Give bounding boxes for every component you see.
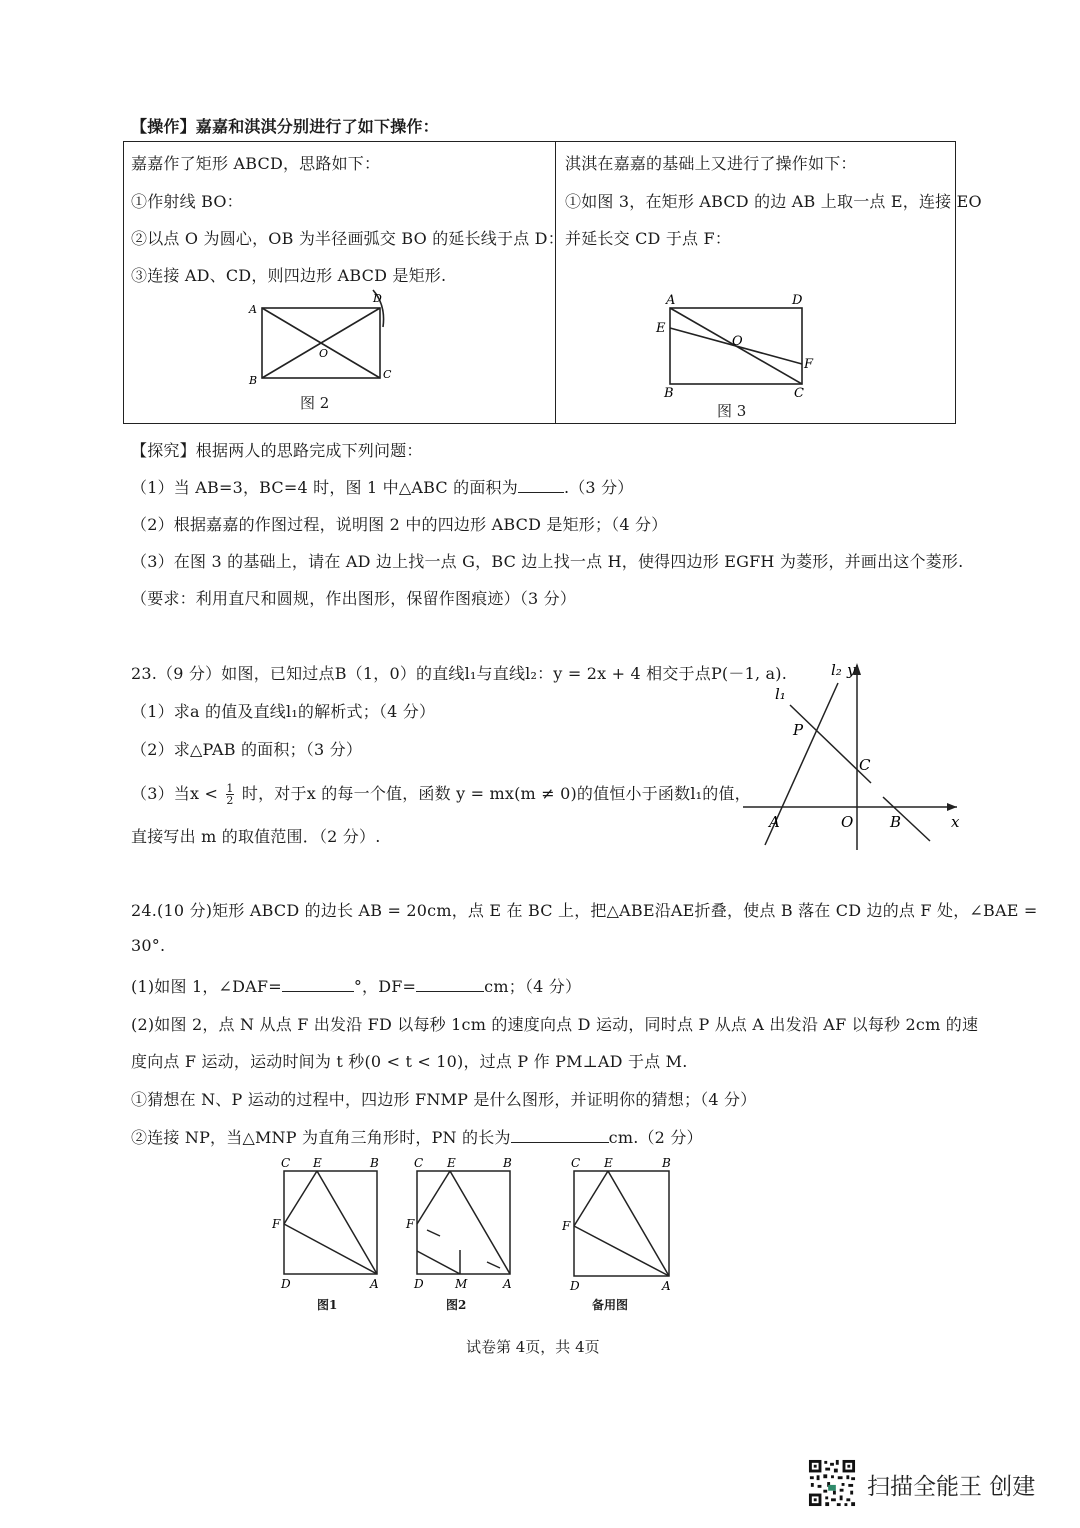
figure-3-caption: 图 3 <box>717 402 747 420</box>
right-intro: 淇淇在嘉嘉的基础上又进行了操作如下： <box>565 154 857 173</box>
right-step-1: ①如图 3，在矩形 ABCD 的边 AB 上取一点 E，连接 EO <box>565 192 982 211</box>
q24-figure-2 <box>405 1154 520 1314</box>
fig3-label-c: C <box>794 386 804 400</box>
fig2-label-c: C <box>383 368 392 381</box>
fig3-label-a: A <box>666 293 676 308</box>
fig3b-label-a: A <box>662 1279 671 1293</box>
explore-q3-requirement: （要求：利用直尺和圆规，作出图形，保留作图痕迹）（3 分） <box>131 589 577 608</box>
label-y-axis: y <box>847 661 856 679</box>
answer-blank-angle[interactable] <box>282 977 354 992</box>
fraction <box>226 783 233 806</box>
fig1-label-f: F <box>272 1217 281 1231</box>
figure-3 <box>640 285 830 400</box>
fig2b-label-e: E <box>447 1156 456 1170</box>
q24-part-4-b: cm.（2 分） <box>608 1128 703 1147</box>
answer-blank-q1[interactable] <box>518 478 564 493</box>
q24-stem-2: 30°. <box>131 936 166 955</box>
explore-q1-text: （1）当 AB=3，BC=4 时，图 1 中△ABC 的面积为 <box>131 478 518 497</box>
q24-part-4 <box>131 1125 703 1148</box>
label-b: B <box>890 813 902 831</box>
q24-part-1 <box>131 974 581 997</box>
fig2b-label-m: M <box>455 1277 468 1291</box>
fig2-label-o: O <box>319 347 329 360</box>
fig2-label-d: D <box>373 292 382 305</box>
fig2b-label-f: F <box>406 1217 415 1231</box>
q23-part-3-b: 时，对于x 的每一个值，函数 y = mx(m ≠ 0)的值恒小于函数l₁的值， <box>241 784 751 803</box>
fig1-label-b: B <box>370 1156 379 1170</box>
fig3-label-e: E <box>656 321 666 336</box>
q23-part-1: （1）求a 的值及直线l₁的解析式；（4 分） <box>131 702 436 721</box>
fig3-label-d: D <box>792 293 803 308</box>
label-l2: l₂ <box>831 661 842 679</box>
q24-part-2: (2)如图 2，点 N 从点 F 出发沿 FD 以每秒 1cm 的速度向点 D 运动，同时点 P 从点 A 出发沿 AF 以每秒 2cm 的速 <box>131 1015 979 1034</box>
q23-part-4: 直接写出 m 的取值范围．（2 分）. <box>131 827 381 846</box>
fig1-label-c: C <box>281 1156 291 1170</box>
fig3b-label-c: C <box>571 1156 581 1170</box>
q23-part-3 <box>131 781 751 806</box>
right-step-2: 并延长交 CD 于点 F： <box>565 229 732 248</box>
label-p: P <box>793 721 804 739</box>
fig3b-label-d: D <box>570 1279 580 1293</box>
label-c: C <box>859 756 871 774</box>
q24-part-3: ①猜想在 N、P 运动的过程中，四边形 FNMP 是什么图形，并证明你的猜想；（4 分） <box>131 1090 757 1109</box>
label-a: A <box>769 813 780 831</box>
q24-part-1-a: (1)如图 1，∠DAF= <box>131 977 282 996</box>
explore-q1-score: .（3 分） <box>563 478 634 497</box>
explore-heading: 【探究】根据两人的思路完成下列问题： <box>131 441 423 460</box>
left-step-3: ③连接 AD、CD，则四边形 ABCD 是矩形. <box>131 266 447 285</box>
fig1-label-e: E <box>313 1156 322 1170</box>
label-x-axis: x <box>951 813 960 831</box>
q24-figure-2-caption: 图2 <box>446 1298 467 1312</box>
table-divider <box>555 141 556 424</box>
fig3-label-b: B <box>664 386 674 400</box>
q24-figure-1 <box>272 1154 387 1314</box>
answer-blank-df[interactable] <box>416 977 484 992</box>
q24-part-1-c: cm；（4 分） <box>484 977 582 996</box>
scanner-watermark: 扫描全能王 创建 <box>867 1474 1036 1500</box>
left-step-1: ①作射线 BO： <box>131 192 243 211</box>
q24-stem: 24.(10 分)矩形 ABCD 的边长 AB = 20cm，点 E 在 BC 上，把△ABE沿AE折叠，使点 B 落在 CD 边的点 F 处，∠BAE = <box>131 901 1038 920</box>
fig2b-label-d: D <box>414 1277 424 1291</box>
fig2b-label-b: B <box>503 1156 512 1170</box>
explore-q3: （3）在图 3 的基础上，请在 AD 边上找一点 G，BC 边上找一点 H，使得四边形 EGFH 为菱形，并画出这个菱形. <box>131 552 964 571</box>
fig2-label-b: B <box>249 374 258 387</box>
q23-part-2: （2）求△PAB 的面积；（3 分） <box>131 740 363 759</box>
q23-coordinate-graph <box>735 655 970 850</box>
figure-2-caption: 图 2 <box>300 394 330 412</box>
page-number: 试卷第 4页，共 4页 <box>466 1338 600 1356</box>
left-step-2: ②以点 O 为圆心，OB 为半径画弧交 BO 的延长线于点 D： <box>131 229 564 248</box>
explore-q1 <box>131 475 634 498</box>
figure-2 <box>240 285 410 395</box>
explore-q2: （2）根据嘉嘉的作图过程，说明图 2 中的四边形 ABCD 是矩形；（4 分） <box>131 515 668 534</box>
fig3b-label-b: B <box>662 1156 671 1170</box>
fraction-numerator: 1 <box>226 782 234 795</box>
q24-figure-backup-caption: 备用图 <box>592 1298 629 1312</box>
answer-blank-pn[interactable] <box>511 1128 609 1143</box>
fraction-denominator: 2 <box>226 794 234 807</box>
fig2-label-a: A <box>249 303 257 316</box>
label-o: O <box>841 813 854 831</box>
q24-part-2b: 度向点 F 运动，运动时间为 t 秒(0 < t < 10)，过点 P 作 PM⊥AD 于点 M. <box>131 1052 688 1071</box>
left-intro: 嘉嘉作了矩形 ABCD，思路如下： <box>131 154 381 173</box>
label-l1: l₁ <box>775 685 786 703</box>
fig3-label-f: F <box>804 357 814 372</box>
fig1-label-a: A <box>370 1277 379 1291</box>
fig3b-label-f: F <box>562 1219 571 1233</box>
operation-heading: 【操作】嘉嘉和淇淇分别进行了如下操作： <box>131 117 439 136</box>
fig2b-label-a: A <box>503 1277 512 1291</box>
q23-part-3-a: （3）当x < <box>131 784 219 803</box>
fig3b-label-e: E <box>604 1156 613 1170</box>
fig2b-label-c: C <box>414 1156 424 1170</box>
qr-code-icon <box>808 1459 856 1507</box>
q24-figure-backup <box>562 1154 677 1314</box>
q24-figure-1-caption: 图1 <box>317 1298 338 1312</box>
fig3-label-o: O <box>732 334 743 349</box>
q23-stem: 23.（9 分）如图，已知过点B（1，0）的直线l₁与直线l₂：y = 2x + 4 相交于点P(－1, a). <box>131 664 787 683</box>
fig1-label-d: D <box>281 1277 291 1291</box>
q24-part-1-b: °，DF= <box>353 977 417 996</box>
q24-part-4-a: ②连接 NP，当△MNP 为直角三角形时，PN 的长为 <box>131 1128 511 1147</box>
